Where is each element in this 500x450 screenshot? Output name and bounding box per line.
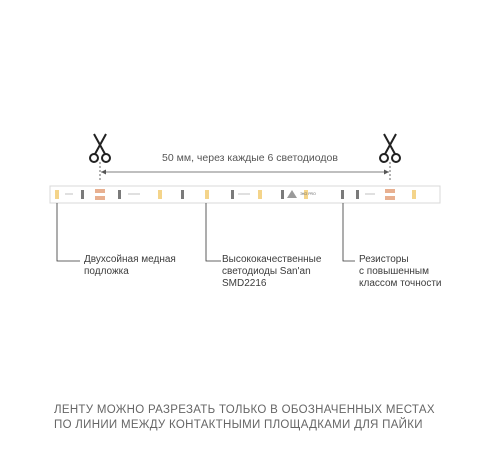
resistor	[356, 190, 359, 199]
led-chip	[412, 190, 416, 199]
resistor	[231, 190, 234, 199]
resistor	[341, 190, 344, 199]
solder-pad	[385, 196, 395, 200]
led-strip	[50, 186, 440, 203]
led-chip	[205, 190, 209, 199]
callout-line-led	[206, 203, 221, 261]
callout-line-substrate	[57, 203, 80, 261]
dimension-label: 50 мм, через каждые 6 светодиодов	[0, 152, 500, 164]
led-chip	[158, 190, 162, 199]
trace-mark	[128, 193, 140, 195]
cutting-instructions	[54, 403, 435, 433]
trace-mark	[238, 193, 250, 195]
strip-brand-text: ЭКО PRO	[300, 192, 316, 196]
solder-pad	[95, 196, 105, 200]
resistor	[181, 190, 184, 199]
callout-line-resistor	[343, 203, 355, 261]
solder-pad	[95, 189, 105, 193]
resistor	[281, 190, 284, 199]
callout-leds: Высококачественные светодиоды San'an SMD2216	[222, 254, 322, 289]
trace-mark	[65, 193, 73, 195]
led-chip	[55, 190, 59, 199]
resistor	[118, 190, 121, 199]
instruction-line-1: ЛЕНТУ МОЖНО РАЗРЕЗАТЬ ТОЛЬКО В ОБОЗНАЧЕННЫХ МЕСТАХ	[54, 404, 435, 416]
callout-substrate: Двухсойная медная подложка	[84, 254, 176, 277]
solder-pad	[385, 189, 395, 193]
instruction-line-2: ПО ЛИНИИ МЕЖДУ КОНТАКТНЫМИ ПЛОЩАДКАМИ ДЛЯ ПАЙКИ	[54, 419, 423, 431]
led-chip	[258, 190, 262, 199]
callout-resistors: Резисторы с повышенным классом точности	[359, 254, 442, 289]
trace-mark	[365, 193, 375, 195]
dimension-arrow	[101, 170, 389, 175]
resistor	[81, 190, 84, 199]
